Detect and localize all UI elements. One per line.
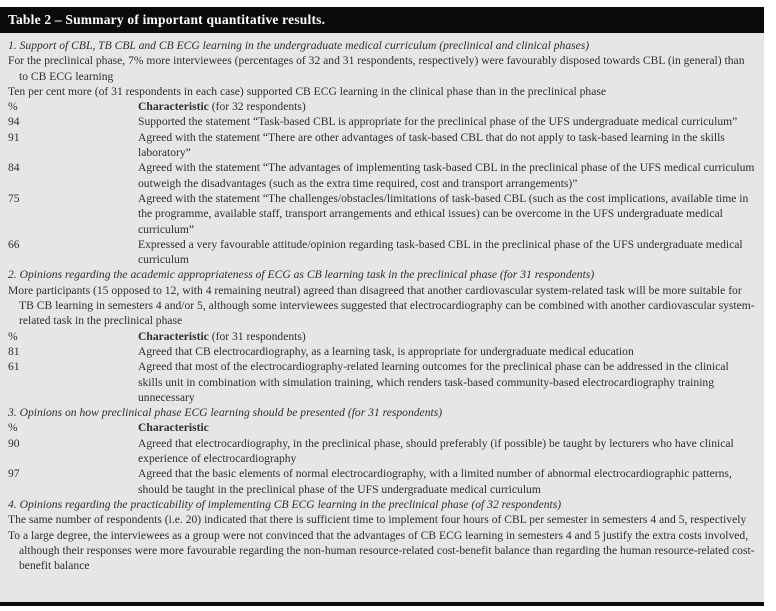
characteristic-text: Agreed with the statement “There are other advantages of task-based CBL that do not apply to task-based learning in the skills laboratory” — [138, 130, 725, 160]
paragraph: For the preclinical phase, 7% more interviewees (percentages of 32 and 31 respondents, respectively) were favourably disposed towards CBL (in general) than to CB ECG learning — [8, 54, 745, 83]
table-row — [8, 191, 756, 237]
percent-value: 90 — [8, 436, 20, 450]
table-caption: Table 2 – Summary of important quantitative results. — [0, 7, 764, 33]
table-row — [8, 359, 756, 405]
characteristic-label: Characteristic — [138, 329, 209, 343]
percent-value: 97 — [8, 467, 20, 481]
column-header-row — [8, 99, 756, 114]
section-heading: 2. Opinions regarding the academic appropriateness of ECG as CB learning task in the preclinical phase (for 31 respondents) — [8, 268, 595, 282]
section-3 — [8, 405, 756, 497]
percent-column-header: % — [8, 329, 18, 343]
table-row — [8, 130, 756, 161]
section-heading: 1. Support of CBL, TB CBL and CB ECG learning in the undergraduate medical curriculum (preclinical and clinical phases) — [8, 39, 590, 52]
section-2 — [8, 267, 756, 405]
characteristic-column-header — [138, 329, 756, 344]
results-table — [0, 7, 764, 606]
characteristic-text: Expressed a very favourable attitude/opinion regarding task-based CBL in the preclinical phase of the UFS undergraduate medical curriculum — [138, 237, 743, 267]
characteristic-text: Agreed that most of the electrocardiography-related learning outcomes for the preclinical phase can be addressed in the clinical skills unit in combination with simulation training, which renders task-based community-based electrocardiography training unnecessary — [138, 360, 729, 404]
section-1 — [8, 38, 756, 267]
table-row — [8, 160, 756, 191]
percent-value: 91 — [8, 130, 20, 144]
characteristic-column-header — [138, 99, 756, 114]
percent-column-header: % — [8, 100, 18, 114]
characteristic-text: Agreed with the statement “The advantages of implementing task-based CBL in the preclinical phase of the UFS medical curriculum outweigh the disadvantages (such as the extra time required, cost and transport arrangements)” — [138, 161, 755, 190]
column-header-row — [8, 420, 756, 435]
percent-value: 81 — [8, 344, 20, 358]
table-row — [8, 466, 756, 497]
section-heading: 4. Opinions regarding the practicability of implementing CB ECG learning in the preclinical phase (of 32 respondents) — [8, 497, 562, 511]
section-heading: 3. Opinions on how preclinical phase ECG learning should be presented (for 31 respondents) — [8, 406, 443, 420]
characteristic-text: Agreed with the statement “The challenges/obstacles/limitations of task-based CBL (such as the cost implications, available time in the programme, available staff, transport arrangements and ethical issues) can be overcome in the UFS undergraduate medical curriculum” — [138, 191, 749, 236]
characteristic-column-header — [138, 420, 756, 435]
percent-value: 94 — [8, 115, 20, 129]
percent-value: 61 — [8, 360, 20, 374]
percent-value: 66 — [8, 237, 20, 251]
paragraph: Ten per cent more (of 31 respondents in each case) supported CB ECG learning in the clinical phase than in the preclinical phase — [8, 84, 606, 98]
paragraph: The same number of respondents (i.e. 20) indicated that there is sufficient time to implement four hours of CBL per semester in semesters 4 and 5, respectively — [8, 513, 747, 527]
percent-value: 84 — [8, 161, 20, 175]
characteristic-text: Agreed that electrocardiography, in the preclinical phase, should preferably (if possible) be taught by lecturers who have clinical experience of electrocardiography — [138, 436, 734, 466]
table-body — [0, 33, 764, 602]
characteristic-text: Agreed that the basic elements of normal electrocardiography, with a limited number of abnormal electrocardiographic patterns, should be taught in the preclinical phase of the UFS undergraduate medical curriculum — [138, 467, 732, 496]
percent-value: 75 — [8, 191, 20, 205]
characteristic-label: Characteristic — [138, 100, 209, 114]
section-4 — [8, 497, 756, 573]
table-row — [8, 344, 756, 359]
characteristic-label: Characteristic — [138, 421, 209, 435]
table-row — [8, 114, 756, 129]
table-row — [8, 436, 756, 467]
characteristic-suffix: (for 31 respondents) — [208, 329, 306, 343]
percent-column-header: % — [8, 421, 18, 435]
paragraph: To a large degree, the interviewees as a group were not convinced that the advantages of CB ECG learning in semesters 4 and 5 justify the extra costs involved, although their responses were more favourable regarding the non-human resource-related cost-benefit balance than regarding the human resource-related cost-benefit balance — [8, 528, 755, 573]
characteristic-suffix: (for 32 respondents) — [208, 100, 306, 114]
column-header-row — [8, 329, 756, 344]
characteristic-text: Supported the statement “Task-based CBL is appropriate for the preclinical phase of the UFS undergraduate medical curriculum” — [138, 115, 738, 129]
table-row — [8, 237, 756, 268]
paragraph: More participants (15 opposed to 12, with 4 remaining neutral) agreed than disagreed that another cardiovascular system-related task will be more suitable for TB CB learning in semesters 4 and/or 5, although some interviewees suggested that electrocardiography can be combined with another cardiovascular system-related task in the preclinical phase — [8, 283, 755, 328]
characteristic-text: Agreed that CB electrocardiography, as a learning task, is appropriate for undergraduate medical education — [138, 344, 634, 358]
bottom-rule — [0, 602, 764, 606]
